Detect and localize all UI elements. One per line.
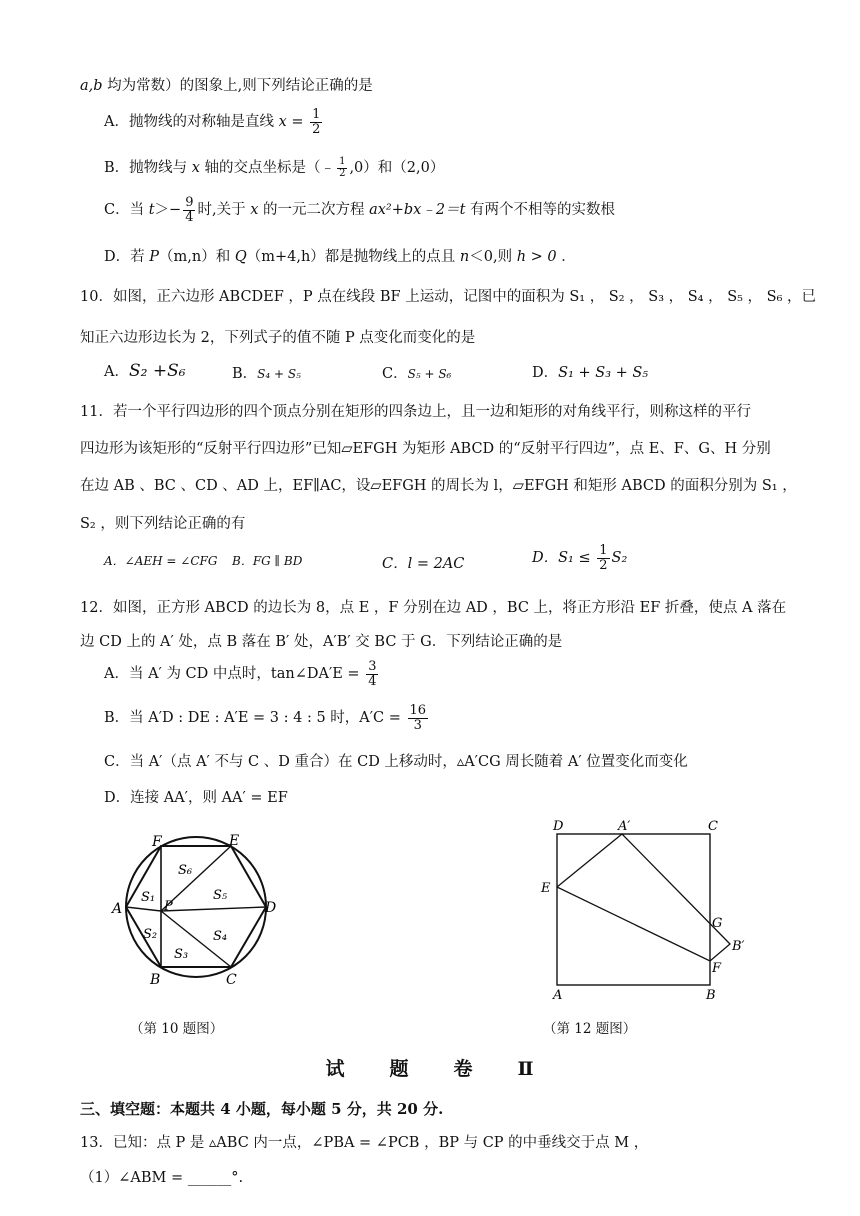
label-C: C — [708, 819, 718, 834]
q12-option-b: B．当 A′D : DE : A′E = 3 : 4 : 5 时，A′C = $\frac{16}{3}$ — [104, 703, 427, 733]
q11-option-d: D．S₁ ≤ $\frac{1}{2}$ S₂ — [532, 543, 628, 573]
circumscribed-circle — [126, 837, 266, 977]
label-S4: S₄ — [213, 929, 228, 944]
label-E: E — [541, 881, 551, 896]
segment-PD — [161, 907, 266, 911]
q12-stem-line1: 12．如图，正方形 ABCD 的边长为 8，点 E ，F 分别在边 AD ，BC 上，将正方形沿 EF 折叠，使点 A 落在 — [80, 600, 787, 616]
q12-stem-line2: 边 CD 上的 A′ 处，点 B 落在 B′ 处，A′B′ 交 BC 于 G．下列结论正确的是 — [80, 634, 563, 650]
hexagon-outline — [126, 846, 266, 967]
figure-12-folded-square — [535, 812, 755, 1007]
q10-stem-line1: 10．如图，正六边形 ABCDEF ，P 点在线段 BF 上运动，记图中的面积为 S₁ ， S₂ ， S₃ ， S₄ ， S₅ ， S₆ ，已 — [80, 289, 817, 305]
label-F: F — [152, 834, 162, 850]
figure-10-caption: （第 10 题图） — [130, 1021, 224, 1037]
q10-option-a: A．S₂ +S₆ — [104, 361, 186, 381]
fill-blank-section-heading: 三、填空题：本题共 4 小题，每小题 5 分，共 20 分. — [80, 1100, 444, 1118]
q11-stem-line3: 在边 AB 、BC 、CD 、AD 上，EF∥AC，设▱EFGH 的周长为 l，▱EFGH 和矩形 ABCD 的面积分别为 S₁ ， — [80, 478, 797, 494]
q12-option-d: D．连接 AA′，则 AA′ = EF — [104, 790, 288, 806]
label-B: B — [706, 988, 716, 1003]
q12-option-c: C．当 A′（点 A′ 不与 C 、D 重合）在 CD 上移动时，▵A′CG 周长随着 A′ 位置变化而变化 — [104, 754, 688, 770]
q11-stem-line4: S₂ ，则下列结论正确的有 — [80, 516, 246, 532]
label-S5: S₅ — [213, 888, 228, 903]
label-G: G — [712, 916, 723, 931]
label-C: C — [226, 972, 237, 988]
square-ABCD — [557, 834, 710, 985]
q11-stem-line2: 四边形为该矩形的“反射平行四边形”已知▱EFGH 为矩形 ABCD 的“反射平行四边”，点 E、F、G、H 分别 — [80, 441, 771, 457]
section-ii-title: 试 题 卷 Ⅱ — [325, 1058, 535, 1080]
label-S6: S₆ — [178, 863, 193, 878]
q9-option-d: D．若 P（m,n）和 Q（m+4,h）都是抛物线上的点且 n＜0,则 h > 0 ． — [104, 249, 576, 265]
label-D: D — [553, 819, 564, 834]
figure-10-hexagon — [105, 820, 295, 995]
label-E: E — [229, 833, 240, 849]
q10-option-c: C．S₅ + S₆ — [382, 366, 452, 382]
q12-option-a: A．当 A′ 为 CD 中点时，tan∠DA′E = $\frac{3}{4}$ — [104, 659, 377, 689]
label-F: F — [712, 961, 722, 976]
q10-option-b: B．S₄ + S₅ — [232, 366, 301, 382]
q10-stem-line2: 知正六边形边长为 2，下列式子的值不随 P 点变化而变化的是 — [80, 330, 476, 346]
figure-12-caption: （第 12 题图） — [543, 1021, 637, 1037]
label-S1: S₁ — [141, 890, 156, 905]
label-P: P — [164, 899, 173, 914]
label-S3: S₃ — [174, 947, 189, 962]
q10-option-d: D．S₁ + S₃ + S₅ — [532, 365, 649, 381]
label-B-prime: B′ — [732, 939, 745, 954]
label-A: A — [112, 901, 123, 917]
q13-stem-line1: 13．已知：点 P 是 ▵ABC 内一点，∠PBA = ∠PCB ，BP 与 CP 的中垂线交于点 M ， — [80, 1135, 649, 1151]
q11-stem-line1: 11．若一个平行四边形的四个顶点分别在矩形的四条边上，且一边和矩形的对角线平行，则称这样的平行 — [80, 404, 751, 420]
label-D: D — [265, 900, 277, 916]
q9-option-c: C．当 t＞− $\frac{9}{4}$ 时,关于 x 的一元二次方程 ax²+bx﹣2＝t 有两个不相等的实数根 — [104, 195, 616, 225]
folded-quadrilateral — [557, 834, 730, 961]
q9-stem-continuation: a,b 均为常数）的图象上,则下列结论正确的是 — [80, 78, 373, 94]
q9-option-a: A．抛物线的对称轴是直线 x = $\frac{1}{2}$ — [104, 107, 321, 137]
label-A-prime: A′ — [618, 819, 631, 834]
q9-option-b: B．抛物线与 x 轴的交点坐标是（﹣ $\frac{1}{2}$ ,0）和（2,0） — [104, 156, 445, 179]
q11-option-c: C．l = 2AC — [382, 556, 465, 572]
label-S2: S₂ — [143, 927, 158, 942]
label-B: B — [150, 972, 161, 988]
segment-PA — [126, 907, 161, 911]
q11-option-a: A．∠AEH = ∠CFG — [104, 554, 218, 568]
q13-part1: （1）∠ABM = ______°. — [80, 1170, 244, 1186]
label-A: A — [553, 988, 563, 1003]
q11-option-b: B．FG ∥ BD — [232, 554, 303, 568]
